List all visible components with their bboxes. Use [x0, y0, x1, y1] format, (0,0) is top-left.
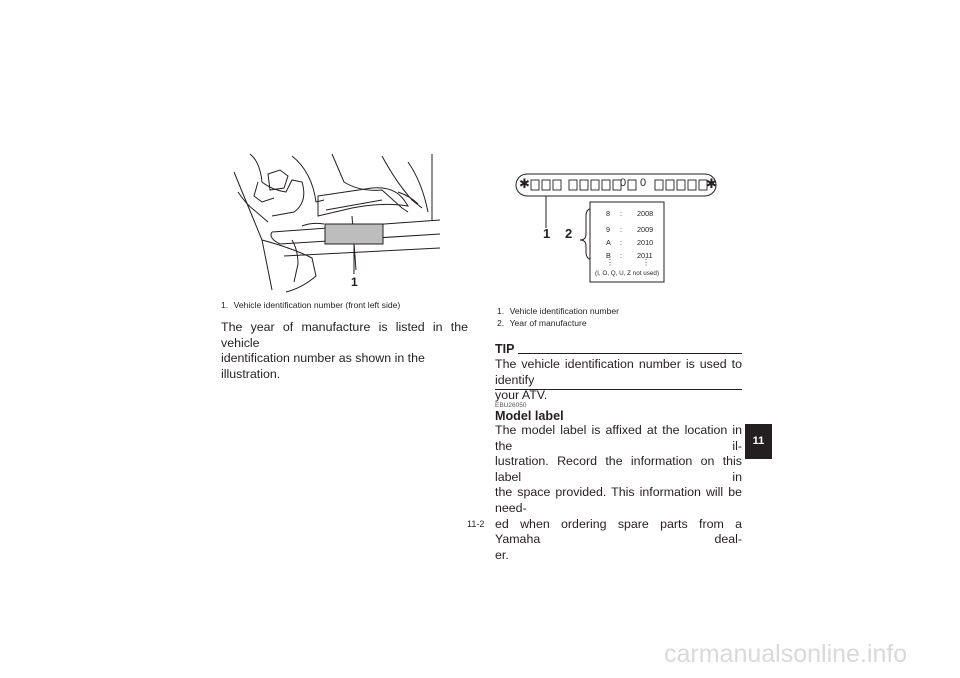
year-row — [606, 225, 653, 234]
diagram-callout-2: 2 — [565, 226, 573, 241]
section-line: lustration. Record the information on this label in — [495, 454, 742, 484]
paragraph-line: identification number as shown in the illustration. — [221, 351, 425, 381]
year-sep: : — [620, 225, 623, 234]
vin-star-right: ✱ — [706, 176, 717, 191]
year-row — [606, 209, 653, 218]
section-code: EBU26050 — [495, 402, 527, 409]
vin-plate — [325, 224, 383, 244]
tip-top-rule — [518, 353, 742, 354]
tip-line: your ATV. — [495, 388, 548, 403]
caption-number: 2. — [497, 318, 505, 328]
year-value: 2011 — [637, 251, 653, 260]
year-value: 2010 — [637, 238, 654, 247]
section-line: ed when ordering spare parts from a Yamaha deal- — [495, 516, 742, 547]
year-sep: : — [620, 209, 623, 218]
year-code: A — [606, 238, 611, 247]
diagram-callout-1: 1 — [543, 226, 551, 241]
section-line: The model label is affixed at the location in the il- — [495, 423, 742, 453]
vin-digit-zero-2: 0 — [640, 177, 647, 189]
section-heading: Model label — [495, 409, 564, 423]
section-line: the space provided. This information will be need- — [495, 485, 742, 515]
page-number: 11-2 — [467, 519, 485, 529]
caption-text: Vehicle identification number (front left side) — [233, 300, 401, 310]
chapter-tab: 11 — [745, 424, 772, 459]
caption-number: 1. — [221, 300, 229, 310]
year-note: (I, O, Q, U, Z not used) — [595, 270, 660, 277]
year-sep: : — [620, 251, 623, 260]
year-sep: : — [620, 238, 623, 247]
tip-text — [495, 357, 742, 404]
figure-callout-1: 1 — [351, 275, 358, 289]
section-body — [495, 423, 742, 563]
year-ellipsis-right: ⋮ — [642, 258, 650, 267]
watermark: carmanualsonline.info — [664, 640, 908, 668]
tip-line: The vehicle identification number is used to identify — [495, 357, 742, 387]
vin-star-left: ✱ — [519, 176, 530, 191]
tip-bottom-rule — [495, 389, 742, 390]
year-code: 9 — [606, 225, 611, 234]
section-line: er. — [495, 547, 509, 562]
paragraph-line: The year of manufacture is listed in the vehicle — [221, 320, 468, 350]
year-code: B — [606, 251, 611, 260]
right-caption-1 — [497, 305, 619, 317]
vin-location-illustration — [232, 152, 442, 294]
year-row — [606, 238, 653, 247]
year-value: 2008 — [637, 209, 654, 218]
caption-text: Vehicle identification number — [509, 306, 619, 316]
right-caption-2 — [497, 317, 587, 329]
left-caption — [221, 299, 400, 311]
left-paragraph — [221, 320, 468, 382]
year-ellipsis-left: ⋮ — [606, 258, 614, 267]
year-code: 8 — [606, 209, 611, 218]
vin-digit-zero-1: 0 — [620, 177, 627, 189]
year-value: 2009 — [637, 225, 654, 234]
caption-number: 1. — [497, 306, 505, 316]
caption-text: Year of manufacture — [509, 318, 587, 328]
tip-heading: TIP — [495, 342, 515, 356]
